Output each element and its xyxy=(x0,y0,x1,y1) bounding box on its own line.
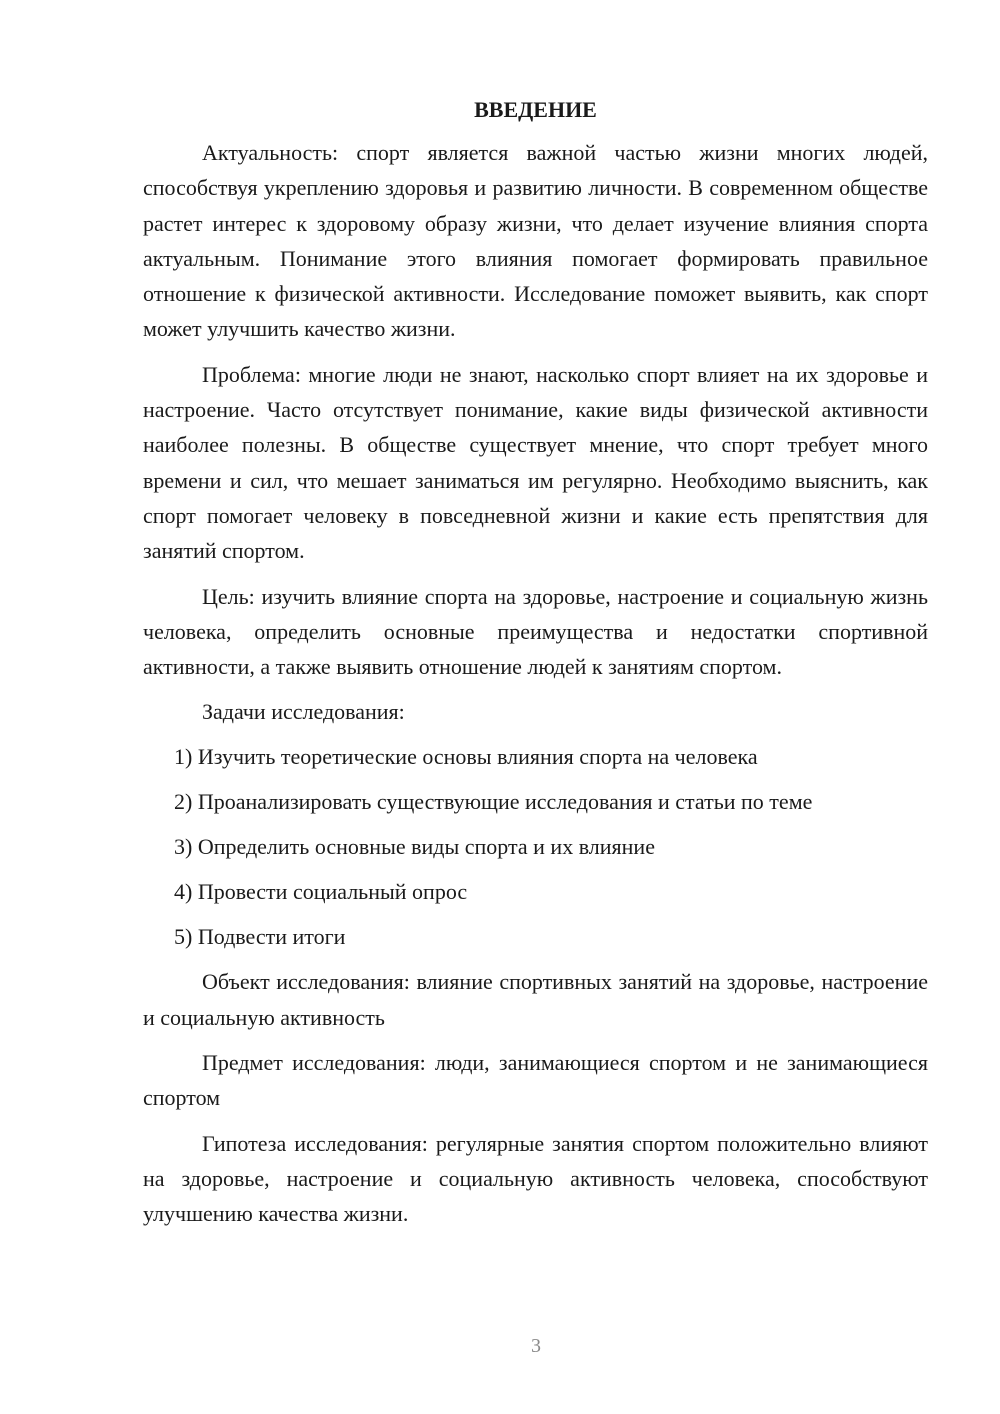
relevance-paragraph: Актуальность: спорт является важной частью жизни многих людей, способствуя укреплению здоровья и развитию личности. В современном обществе растет интерес к здоровому образу жизни, что делает изучение влияния спорта актуальным. Понимание этого влияния помогает формировать правильное отношение к физической активности. Исследование поможет выявить, как спорт может улучшить качество жизни. xyxy=(143,140,928,342)
problem-paragraph: Проблема: многие люди не знают, насколько спорт влияет на их здоровье и настроение. Часто отсутствует понимание, какие виды физической активности наиболее полезны. В обществе существует мнение, что спорт требует много времени и сил, что мешает заниматься им регулярно. Необходимо выяснить, как спорт помогает человеку в повседневной жизни и какие есть препятствия для занятий спортом. xyxy=(143,361,928,564)
document-page xyxy=(143,95,928,1242)
task-item-2: 2) Проанализировать существующие исследования и статьи по теме xyxy=(174,789,813,815)
page-number: 3 xyxy=(531,1335,541,1357)
subject-paragraph: Предмет исследования: люди, занимающиеся спортом и не занимающиеся спортом xyxy=(143,1050,928,1111)
hypothesis-paragraph: Гипотеза исследования: регулярные занятия спортом положительно влияют на здоровье, настроение и социальную активность человека, способствуют улучшению качества жизни. xyxy=(143,1130,928,1227)
object-paragraph: Объект исследования: влияние спортивных занятий на здоровье, настроение и социальную активность xyxy=(143,969,928,1030)
task-item-1: 1) Изучить теоретические основы влияния спорта на человека xyxy=(174,744,758,770)
tasks-heading: Задачи исследования: xyxy=(202,699,405,725)
task-item-3: 3) Определить основные виды спорта и их влияние xyxy=(174,834,655,860)
goal-paragraph: Цель: изучить влияние спорта на здоровье, настроение и социальную жизнь человека, определить основные преимущества и недостатки спортивной активности, а также выявить отношение людей к занятиям спортом. xyxy=(143,583,928,680)
section-title: ВВЕДЕНИЕ xyxy=(474,97,597,122)
task-item-5: 5) Подвести итоги xyxy=(174,924,346,950)
task-item-4: 4) Провести социальный опрос xyxy=(174,879,468,905)
